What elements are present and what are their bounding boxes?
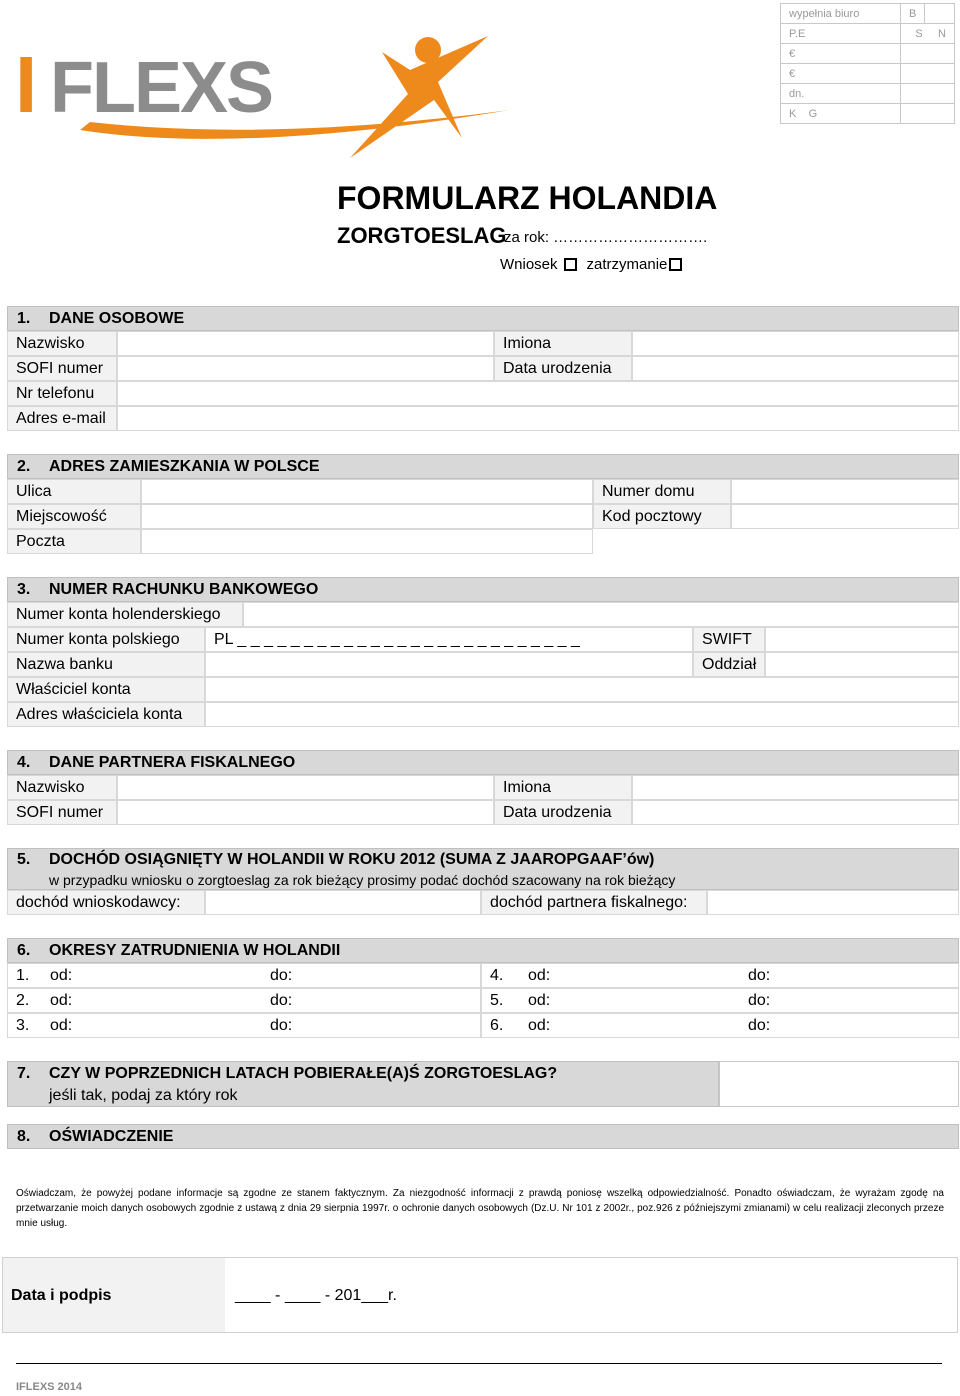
s1-sofi-label: SOFI numer xyxy=(7,356,117,381)
s4-imiona-field[interactable] xyxy=(632,775,959,800)
request-type xyxy=(500,256,686,273)
wniosek-label: Wniosek xyxy=(500,256,558,273)
office-euro-2: € xyxy=(781,64,901,84)
section-4-header: 4. DANE PARTNERA FISKALNEGO xyxy=(7,750,959,775)
s1-tel-field[interactable] xyxy=(117,381,959,406)
s5-row-income xyxy=(7,890,959,915)
s4-row-nazwisko xyxy=(7,775,959,800)
form-title: FORMULARZ HOLANDIA xyxy=(337,180,718,216)
wniosek-checkbox[interactable] xyxy=(564,258,577,271)
form-subtitle: ZORGTOESLAG xyxy=(337,223,507,248)
s5-partner-field[interactable] xyxy=(707,890,959,915)
office-kg: K G xyxy=(781,104,901,124)
s6-row-1 xyxy=(7,963,959,988)
s3-nl-label: Numer konta holenderskiego xyxy=(7,602,243,627)
section-3-header: 3. NUMER RACHUNKU BANKOWEGO xyxy=(7,577,959,602)
s3-row-nl xyxy=(7,602,959,627)
s2-row-ulica xyxy=(7,479,959,504)
s1-imiona-field[interactable] xyxy=(632,331,959,356)
s4-data-ur-field[interactable] xyxy=(632,800,959,825)
s2-ulica-label: Ulica xyxy=(7,479,141,504)
s4-sofi-label: SOFI numer xyxy=(7,800,117,825)
logo-letters: FLEXS xyxy=(50,48,273,128)
s1-data-ur-field[interactable] xyxy=(632,356,959,381)
office-kg-value[interactable] xyxy=(901,104,955,124)
footer-text: IFLEXS 2014 xyxy=(16,1381,83,1393)
s6-period-2[interactable]: 2. od: do: xyxy=(7,988,481,1013)
s3-wlasciciel-label: Właściciel konta xyxy=(7,677,205,702)
s3-adres-wl-field[interactable] xyxy=(205,702,959,727)
office-euro-1: € xyxy=(781,44,901,64)
s6-period-6[interactable]: 6. od: do: xyxy=(481,1013,959,1038)
section-2-header: 2. ADRES ZAMIESZKANIA W POLSCE xyxy=(7,454,959,479)
s5-wnioskodawca-label: dochód wnioskodawcy: xyxy=(7,890,205,915)
office-euro-1-value[interactable] xyxy=(901,44,955,64)
section-6-header: 6. OKRESY ZATRUDNIENIA W HOLANDII xyxy=(7,938,959,963)
s6-period-5[interactable]: 5. od: do: xyxy=(481,988,959,1013)
zatrzymanie-checkbox[interactable] xyxy=(669,258,682,271)
office-b-value[interactable] xyxy=(925,4,955,24)
s3-oddzial-field[interactable] xyxy=(765,652,959,677)
s4-nazwisko-label: Nazwisko xyxy=(7,775,117,800)
s3-pl-field[interactable]: PL _ _ _ _ _ _ _ _ _ _ _ _ _ _ _ _ _ _ _ _ _ _ _ _ _ _ xyxy=(205,627,693,652)
office-dn: dn. xyxy=(781,84,901,104)
s3-bank-label: Nazwa banku xyxy=(7,652,205,677)
s4-imiona-label: Imiona xyxy=(494,775,632,800)
s2-kod-field[interactable] xyxy=(731,504,959,529)
s1-row-sofi xyxy=(7,356,959,381)
section-7-header: 7. CZY W POPRZEDNICH LATACH POBIERAŁE(A)Ś ZORGTOESLAG? jeśli tak, podaj za który rok xyxy=(7,1061,719,1107)
s2-numer-domu-label: Numer domu xyxy=(593,479,731,504)
s2-poczta-field[interactable] xyxy=(141,529,593,554)
s1-nazwisko-label: Nazwisko xyxy=(7,331,117,356)
s3-swift-label: SWIFT xyxy=(693,627,765,652)
s6-period-3[interactable]: 3. od: do: xyxy=(7,1013,481,1038)
s2-poczta-label: Poczta xyxy=(7,529,141,554)
s4-sofi-field[interactable] xyxy=(117,800,494,825)
section-8-header: 8. OŚWIADCZENIE xyxy=(7,1124,959,1149)
office-b: B xyxy=(901,4,925,24)
s1-data-ur-label: Data urodzenia xyxy=(494,356,632,381)
s3-bank-field[interactable] xyxy=(205,652,693,677)
s1-tel-label: Nr telefonu xyxy=(7,381,117,406)
section-1-header: 1. DANE OSOBOWE xyxy=(7,306,959,331)
office-use-table xyxy=(780,3,955,124)
s6-period-4[interactable]: 4. od: do: xyxy=(481,963,959,988)
s3-row-bank xyxy=(7,652,959,677)
s5-partner-label: dochód partnera fiskalnego: xyxy=(481,890,707,915)
s4-nazwisko-field[interactable] xyxy=(117,775,494,800)
office-s: S xyxy=(915,27,923,40)
signature-box xyxy=(2,1257,958,1333)
s3-nl-field[interactable] xyxy=(243,602,959,627)
s2-ulica-field[interactable] xyxy=(141,479,593,504)
s6-row-3 xyxy=(7,1013,959,1038)
office-dn-value[interactable] xyxy=(901,84,955,104)
s3-row-pl xyxy=(7,627,959,652)
s2-miejscowosc-label: Miejscowość xyxy=(7,504,141,529)
s2-kod-label: Kod pocztowy xyxy=(593,504,731,529)
s6-period-1[interactable]: 1. od: do: xyxy=(7,963,481,988)
s4-row-sofi xyxy=(7,800,959,825)
s1-row-tel xyxy=(7,381,959,406)
s1-email-field[interactable] xyxy=(117,406,959,431)
s3-pl-label: Numer konta polskiego xyxy=(7,627,205,652)
signature-label: Data i podpis xyxy=(3,1258,225,1332)
s5-note: w przypadku wniosku o zorgtoeslag za rok bieżący prosimy podać dochód szacowany na rok bieżący xyxy=(49,872,676,888)
signature-field[interactable]: ____ - ____ - 201___r. xyxy=(235,1287,397,1304)
s2-miejscowosc-field[interactable] xyxy=(141,504,593,529)
s7-year-field[interactable] xyxy=(719,1061,959,1107)
s2-numer-domu-field[interactable] xyxy=(731,479,959,504)
s6-row-2 xyxy=(7,988,959,1013)
s3-oddzial-label: Oddział xyxy=(693,652,765,677)
office-pe: P.E xyxy=(781,24,901,44)
office-label: wypełnia biuro xyxy=(781,4,901,24)
s3-wlasciciel-field[interactable] xyxy=(205,677,959,702)
s1-email-label: Adres e-mail xyxy=(7,406,117,431)
iflexs-logo xyxy=(10,30,530,160)
s1-row-nazwisko xyxy=(7,331,959,356)
s4-data-ur-label: Data urodzenia xyxy=(494,800,632,825)
s3-swift-field[interactable] xyxy=(765,627,959,652)
s1-nazwisko-field[interactable] xyxy=(117,331,494,356)
section-5-header: 5. DOCHÓD OSIĄGNIĘTY W HOLANDII W ROKU 2012 (SUMA Z JAAROPGAAF’ów) w przypadku wniosku o zorgtoeslag za rok bieżący prosimy podać dochód szacowany na rok bieżący xyxy=(7,848,959,890)
s1-row-email xyxy=(7,406,959,431)
office-euro-2-value[interactable] xyxy=(901,64,955,84)
zatrzymanie-label: zatrzymanie xyxy=(586,256,668,273)
footer-divider xyxy=(16,1363,942,1364)
declaration-text: Oświadczam, że powyżej podane informacje są zgodne ze stanem faktycznym. Za niezgodność informacji z prawdą poniosę wszelką odpowiedzialność. Ponadto oświadczam, że wyrażam zgodę na przetwarzanie moich danych osobowych zgodnie z ustawą z dnia 29 sierpnia 1997r. o ochronie danych osobowych (Dz.U. Nr 101 z 2002r., poz.926 z późniejszymi zmianami) w celu realizacji zleconych przeze mnie usług. xyxy=(16,1188,944,1229)
s3-adres-wl-label: Adres właściciela konta xyxy=(7,702,205,727)
office-n: N xyxy=(938,27,946,40)
logo-letter-i: I xyxy=(15,40,38,129)
s1-imiona-label: Imiona xyxy=(494,331,632,356)
s2-row-miejscowosc xyxy=(7,504,959,529)
s2-row-poczta xyxy=(7,529,593,554)
year-field[interactable]: za rok: …………………………. xyxy=(504,229,708,246)
s7-note: jeśli tak, podaj za który rok xyxy=(49,1087,238,1104)
s1-sofi-field[interactable] xyxy=(117,356,494,381)
s3-row-adres-wl xyxy=(7,702,959,727)
s5-wnioskodawca-field[interactable] xyxy=(205,890,481,915)
s3-row-wlasciciel xyxy=(7,677,959,702)
